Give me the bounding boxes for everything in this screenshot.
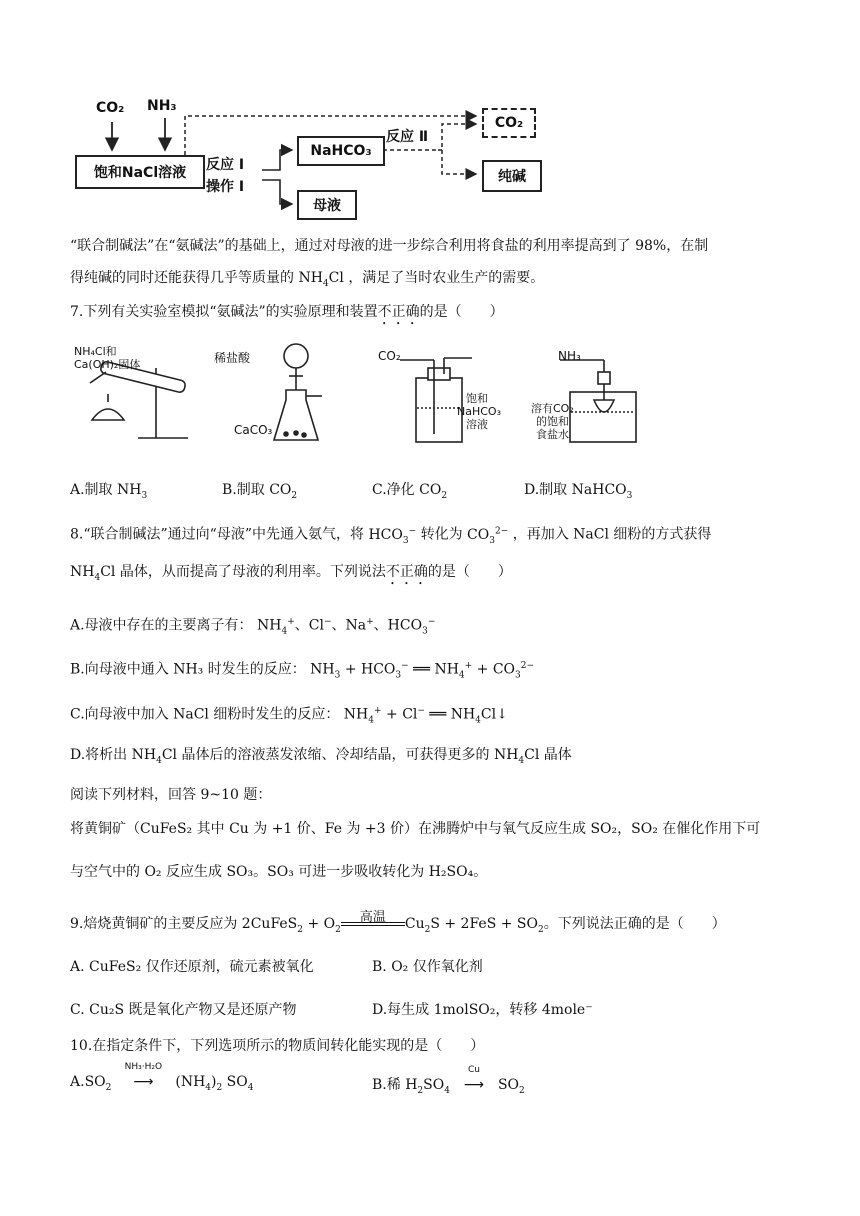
- apparatus-d-drawing: [560, 360, 636, 442]
- q7-option-b-text: B.制取: [222, 482, 265, 498]
- q8-option-a-text: A.母液中存在的主要离子有：: [70, 617, 253, 634]
- q10-a-reagent: NH₃·H₂O: [124, 1062, 163, 1072]
- q8-option-b-text: B.向母液中通入 NH₃ 时发生的反应：: [70, 661, 306, 678]
- q7-stem-post: 的是（ ）: [419, 304, 504, 320]
- q9-option-d[interactable]: D.每生成 1molSO₂，转移 4mole⁻: [372, 1002, 593, 1018]
- mother-liquor-label: 母液: [313, 198, 341, 214]
- q8-stem2-emphasis: 不正确: [385, 564, 428, 580]
- q8-stem2-end: 的是（ ）: [427, 564, 512, 580]
- apparatus-c-drawing: [400, 358, 472, 442]
- nh3-input-label: NH₃: [147, 98, 177, 114]
- app-d-label-1: 溶有CO₂: [531, 402, 574, 415]
- q9-stem-pre: 9.焙烧黄铜矿的主要反应为: [70, 916, 238, 932]
- q10-option-a-pre: A.: [70, 1074, 85, 1090]
- q8-option-d-pre: D.将析出: [70, 747, 128, 763]
- q8-option-d-end: 晶体: [539, 747, 572, 763]
- q7-option-a[interactable]: A.制取 $NH_3$: [70, 482, 148, 501]
- flowchart-arrows: [0, 0, 860, 230]
- q8-stem1-post: ，再加入 NaCl 细粉的方式获得: [512, 526, 712, 543]
- app-c-gas-label: CO₂: [378, 349, 401, 363]
- app-b-solid-label: CaCO₃: [234, 423, 273, 437]
- hco3-formula: $HCO_3^-$: [368, 526, 417, 546]
- q8-stem2-post: 晶体，从而提高了母液的利用率。下列说法: [115, 564, 386, 580]
- q8-stem1-pre: 8.“联合制碱法”通过向“母液”中先通入氨气，将: [70, 526, 364, 543]
- reaction-1-label: 反应 Ⅰ: [206, 157, 245, 173]
- intro-line-2-post: ，满足了当时农业生产的需要。: [348, 270, 545, 286]
- q8-stem-line-1: [70, 521, 711, 550]
- q7-stem-pre: 7.下列有关实验室模拟“氨碱法”的实验原理和装置: [70, 304, 378, 320]
- q7-stem: [70, 302, 504, 328]
- app-a-label-1: NH₄Cl和: [74, 345, 117, 358]
- reaction-2-label: 反应 Ⅱ: [386, 129, 429, 145]
- q8-option-d[interactable]: D.将析出 $NH_4Cl$ 晶体后的溶液蒸发浓缩、冷却结晶，可获得更多的 $NH_4Cl$ 晶体: [70, 747, 572, 766]
- app-a-label-2: Ca(OH)₂固体: [74, 358, 141, 371]
- app-c-label-3: 溶液: [466, 418, 488, 431]
- q8-option-b[interactable]: B.向母液中通入 NH₃ 时发生的反应： $NH_3 + HCO_3^-$ ══ $NH_4^+ + CO_3^{2-}$: [70, 661, 535, 681]
- q8-option-a[interactable]: A.母液中存在的主要离子有： $NH_4^+$、Cl−、Na+、$HCO_3^-$: [70, 617, 436, 637]
- q8-option-d-post: 晶体后的溶液蒸发浓缩、冷却结晶，可获得更多的: [177, 747, 490, 763]
- apparatus-b-drawing: [274, 344, 322, 440]
- apparatus-a-drawing: [90, 361, 188, 438]
- q10-stem: 10.在指定条件下，下列选项所示的物质间转化能实现的是（ ）: [70, 1038, 485, 1054]
- q8-option-c-text: C.向母液中加入 NaCl 细粉时发生的反应：: [70, 706, 340, 723]
- reading-paragraph-2: 与空气中的 O₂ 反应生成 SO₃。SO₃ 可进一步吸收转化为 H₂SO₄。: [70, 864, 488, 880]
- co2-input-label: CO₂: [96, 100, 125, 116]
- q8-stem1-mid: 转化为: [420, 526, 463, 543]
- app-d-label-2: 的饱和: [536, 415, 569, 428]
- app-d-gas-label: NH₃: [558, 349, 581, 363]
- q9-option-c[interactable]: C. Cu₂S 既是氧化产物又是还原产物: [70, 1002, 297, 1018]
- co2-output-box: [482, 108, 536, 138]
- operation-1-label: 操作 Ⅰ: [206, 179, 245, 195]
- q8-option-c[interactable]: C.向母液中加入 NaCl 细粉时发生的反应： $NH_4^+ + Cl^-$ ══ $NH_4Cl↓$: [70, 706, 508, 726]
- intro-line-2: [70, 268, 544, 294]
- q9-option-b[interactable]: B. O₂ 仅作氧化剂: [372, 959, 483, 975]
- app-c-label-1: 饱和: [466, 392, 488, 405]
- q9-stem: 9.焙烧黄铜矿的主要反应为 2CuFeS$_2$ + $O_2$ 高温 $Cu_2S + 2FeS + SO_2$。下列说法正确的是（ ）: [70, 910, 726, 935]
- reading-intro: 阅读下列材料，回答 9~10 题：: [70, 787, 272, 803]
- q7-option-a-text: A.制取: [70, 482, 113, 498]
- nahco3-label: NaHCO₃: [310, 143, 372, 159]
- nahco3-box: [297, 136, 385, 166]
- co2-output-label: CO₂: [494, 115, 524, 131]
- q10-option-a[interactable]: $A.SO_2$ NH₃·H₂O ⟶ $(NH_4)_2$ $SO_4$: [70, 1062, 254, 1093]
- q7-apparatus-drawings: [60, 338, 780, 458]
- q10-option-b-pre: B.稀: [372, 1077, 401, 1093]
- q7-option-d-text: D.制取: [524, 482, 568, 498]
- nh4cl-formula: $NH_4Cl$: [298, 270, 344, 289]
- q10-b-reagent: Cu: [467, 1065, 480, 1075]
- reading-paragraph-1: 将黄铜矿（CuFeS₂ 其中 Cu 为 +1 价、Fe 为 +3 价）在沸腾炉中与氧气反应生成 SO₂，SO₂ 在催化作用下可: [70, 821, 761, 837]
- co3-formula: $CO_3^{2-}$: [467, 526, 509, 546]
- q9-stem-post: 。下列说法正确的是（ ）: [543, 916, 726, 932]
- app-b-acid-label: 稀盐酸: [214, 351, 251, 365]
- q7-option-c-text: C.净化: [372, 482, 415, 498]
- mother-liquor-box: [297, 190, 357, 220]
- nh4cl-formula-q8: $NH_4Cl$: [70, 564, 116, 583]
- q7-option-d[interactable]: D.制取 NaHCO$_3$: [524, 482, 633, 501]
- q7-option-c[interactable]: C.净化 $CO_2$: [372, 482, 448, 501]
- q9-condition: 高温: [359, 910, 386, 925]
- q7-option-b[interactable]: B.制取 $CO_2$: [222, 482, 298, 501]
- q7-stem-emphasis: 不正确: [377, 304, 420, 320]
- soda-ash-label: 纯碱: [498, 169, 526, 185]
- saturated-nacl-label: 饱和NaCl溶液: [93, 165, 187, 181]
- q9-option-a[interactable]: A. CuFeS₂ 仅作还原剂，硫元素被氧化: [70, 959, 314, 975]
- soda-ash-box: [482, 160, 542, 192]
- intro-line-1: “联合制碱法”在“氨碱法”的基础上，通过对母液的进一步综合利用将食盐的利用率提高到了 98%，在制: [70, 238, 709, 254]
- intro-line-2-pre: 得纯碱的同时还能获得几乎等质量的: [70, 270, 294, 286]
- q8-stem-line-2: [70, 562, 512, 588]
- app-c-label-2: NaHCO₃: [457, 405, 501, 418]
- q10-option-b[interactable]: B.稀 $H_2SO_4$ Cu ⟶ $SO_2$: [372, 1065, 525, 1096]
- app-d-label-3: 食盐水: [536, 428, 569, 441]
- saturated-nacl-box: [75, 155, 205, 189]
